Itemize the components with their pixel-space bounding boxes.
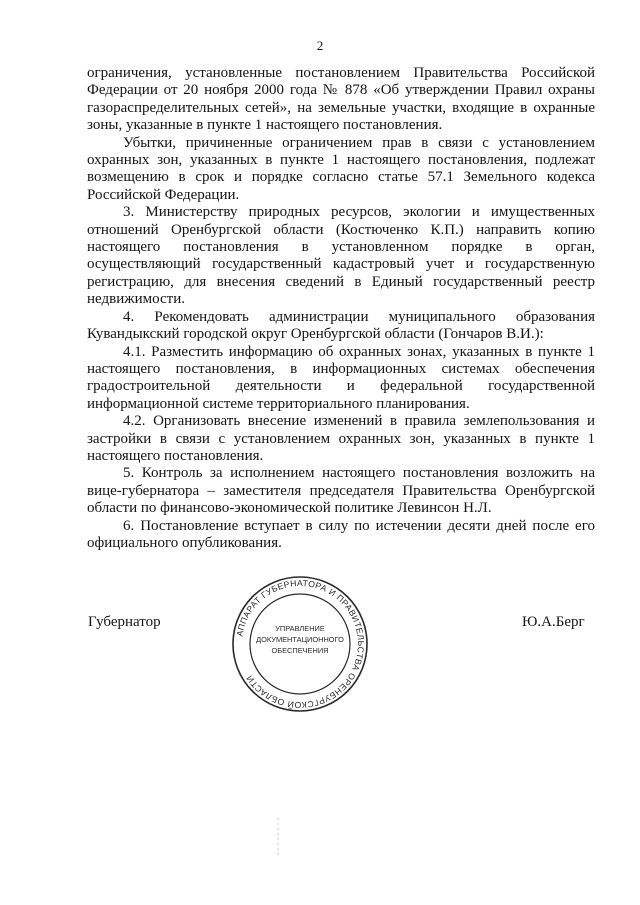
paragraph-item-6: 6. Постановление вступает в силу по истечении десяти дней после его официального опубликования.: [87, 517, 595, 551]
stamp-center-line-3: ОБЕСПЕЧЕНИЯ: [271, 646, 329, 655]
stamp-outer-ring: [233, 577, 367, 711]
stamp-inner-ring: [250, 594, 350, 694]
stamp-center-line-1: УПРАВЛЕНИЕ: [275, 624, 325, 633]
document-body: [87, 65, 595, 552]
scan-artifact-mark: [273, 818, 283, 858]
stamp-ring-textpath: АППАРАТ ГУБЕРНАТОРА И ПРАВИТЕЛЬСТВА ОРЕНБУРГСКОЙ ОБЛАСТИ: [234, 577, 367, 711]
paragraph-item-5: 5. Контроль за исполнением настоящего постановления возложить на вице-губернатора – заместителя председателя Правительства Оренбургской области по финансово-экономической политике Левинсон Н.Л.: [87, 465, 595, 517]
paragraph-item-3: 3. Министерству природных ресурсов, экологии и имущественных отношений Оренбургской области (Костюченко К.П.) направить копию настоящего постановления в установленном порядке в орган, осуществляющий государственный кадастровый учет и государственную регистрацию, для внесения сведений в Единый государственный реестр недвижимости.: [87, 204, 595, 308]
paragraph-losses: Убытки, причиненные ограничением прав в связи с установлением охранных зон, указанных в пункте 1 настоящего постановления, подлежат возмещению в срок и порядке согласно статье 57.1 Земельного кодекса Российской Федерации.: [87, 134, 595, 203]
official-stamp: [230, 574, 370, 714]
paragraph-item-4: 4. Рекомендовать администрации муниципального образования Кувандыкский городской округ Оренбургской области (Гончаров В.И.):: [87, 308, 595, 343]
stamp-center-line-2: ДОКУМЕНТАЦИОННОГО: [256, 635, 344, 644]
paragraph-item-4-1: 4.1. Разместить информацию об охранных зонах, указанных в пункте 1 настоящего постановления, в информационных системах обеспечения градостроительной деятельности и федеральной государственной информационной системе территориального планирования.: [87, 343, 595, 412]
page-number: 2: [316, 38, 324, 53]
paragraph-restrictions: ограничения, установленные постановлением Правительства Российской Федерации от 20 ноября 2000 года № 878 «Об утверждении Правил охраны газораспределительных сетей», на земельные участки, входящие в охранные зоны, указанные в пункте 1 настоящего постановления.: [87, 65, 595, 134]
signatory-name: Ю.А.Берг: [522, 614, 585, 630]
signatory-position: Губернатор: [88, 614, 161, 630]
stamp-ring-text: [235, 578, 367, 711]
paragraph-item-4-2: 4.2. Организовать внесение изменений в правила землепользования и застройки в связи с установлением охранных зон, указанных в пункте 1 настоящего постановления.: [87, 413, 595, 464]
